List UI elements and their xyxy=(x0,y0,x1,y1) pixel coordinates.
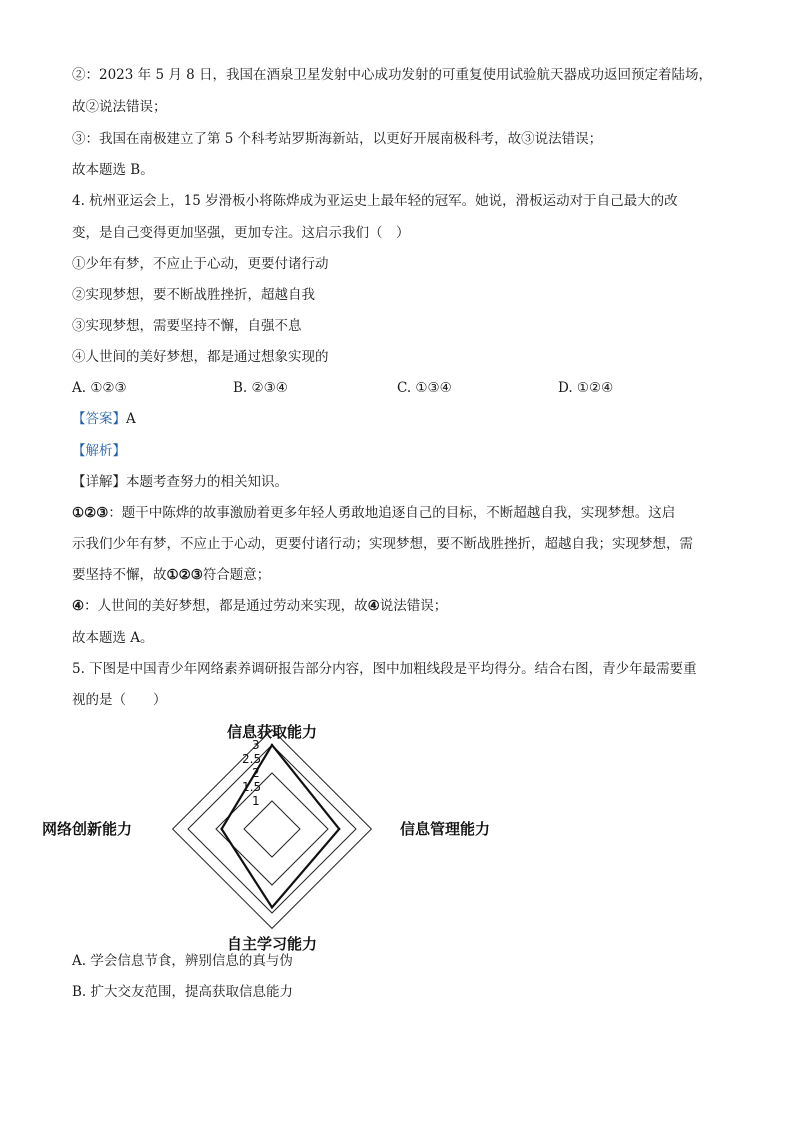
radar-ticks xyxy=(242,738,261,808)
option-a: A. ①②③ xyxy=(72,380,127,396)
statement-3: ③实现梦想，需要坚持不懈，自强不息 xyxy=(72,318,302,334)
radar-grid-ring xyxy=(188,745,356,913)
radar-series-line xyxy=(222,745,340,907)
radar-tick-label: 2 xyxy=(252,766,260,780)
question-4-stem: 4. 杭州亚运会上，15 岁滑板小将陈烨成为亚运史上最年轻的冠军。她说，滑板运动对于自己最大的改 xyxy=(72,193,678,209)
explanation-marker: ④ xyxy=(72,598,85,614)
explanation-marker: ④ xyxy=(367,598,380,614)
question-4-stem: 变，是自己变得更加坚强，更加专注。这启示我们（ ） xyxy=(72,225,410,241)
explanation-text: ：人世间的美好梦想，都是通过劳动来实现，故 xyxy=(84,598,368,614)
radar-axis-label: 自主学习能力 xyxy=(226,935,318,953)
option-d: D. ①②④ xyxy=(558,380,614,396)
detail-tag: 【详解】 xyxy=(72,474,126,490)
question-5-stem: 5. 下图是中国青少年网络素养调研报告部分内容，图中加粗线段是平均得分。结合右图，青少年最需要重 xyxy=(72,661,697,677)
explanation-text: 说法错误； xyxy=(379,598,448,614)
radar-tick-label: 1.5 xyxy=(242,780,262,794)
explanation-text: ：题干中陈烨的故事激励着更多年轻人勇敢地追逐自己的目标，不断超越自我，实现梦想。这启 xyxy=(108,505,676,521)
question-5-stem: 视的是（ ） xyxy=(72,692,167,708)
radar-grid-ring xyxy=(173,730,372,929)
radar-axis-label: 网络创新能力 xyxy=(41,820,132,838)
radar-series xyxy=(220,744,340,909)
explanation-line xyxy=(72,503,675,523)
text-line: 故②说法错误； xyxy=(72,99,167,115)
text-line: ③：我国在南极建立了第 5 个科考站罗斯海新站，以更好开展南极科考，故③说法错误； xyxy=(72,131,603,147)
detail-line xyxy=(72,472,288,492)
explanation-marker: ①②③ xyxy=(72,505,109,521)
radar-tick-label: 2.5 xyxy=(242,752,262,766)
explanation-line xyxy=(72,596,447,616)
radar-labels xyxy=(42,723,490,953)
explanation-marker: ①②③ xyxy=(166,567,203,583)
answer-tag: 【答案】 xyxy=(72,411,126,427)
radar-grid xyxy=(173,730,372,929)
radar-grid-ring xyxy=(244,801,300,857)
answer-value: A xyxy=(126,411,136,427)
radar-axis-label: 信息管理能力 xyxy=(400,820,491,838)
radar-series-point xyxy=(271,906,273,908)
radar-series-point xyxy=(338,828,340,830)
option-c: C. ①③④ xyxy=(397,380,452,396)
analysis-tag: 【解析】 xyxy=(72,443,126,459)
option-b: B. ②③④ xyxy=(233,380,288,396)
explanation-text: 要坚持不懈，故 xyxy=(72,567,167,583)
statement-2: ②实现梦想，要不断战胜挫折，超越自我 xyxy=(72,287,315,303)
radar-grid-ring xyxy=(216,773,328,885)
radar-chart xyxy=(41,715,491,953)
statement-4: ④人世间的美好梦想，都是通过想象实现的 xyxy=(72,349,329,365)
radar-axis-label: 信息获取能力 xyxy=(226,723,318,741)
explanation-line: 示我们少年有梦，不应止于心动，更要付诸行动；实现梦想，要不断战胜挫折，超越自我；实现梦想，需 xyxy=(72,536,693,552)
explanation-text: 符合题意； xyxy=(202,567,271,583)
radar-series-point xyxy=(271,744,273,746)
explanation-line xyxy=(72,565,270,585)
detail-text: 本题考查努力的相关知识。 xyxy=(126,474,288,490)
statement-1: ①少年有梦，不应止于心动，更要付诸行动 xyxy=(72,256,329,272)
radar-series-point xyxy=(220,828,222,830)
answer-line xyxy=(72,409,136,429)
explanation-line: 故本题选 A。 xyxy=(72,630,154,646)
text-line: 故本题选 B。 xyxy=(72,162,154,178)
text-line: ②：2023 年 5 月 8 日，我国在酒泉卫星发射中心成功发射的可重复使用试验航天器成功返回预定着陆场， xyxy=(72,67,712,83)
option-b: B. 扩大交友范围，提高获取信息能力 xyxy=(72,984,294,1000)
radar-tick-label: 3 xyxy=(252,738,260,752)
radar-tick-label: 1 xyxy=(252,794,260,808)
option-a: A. 学会信息节食，辨别信息的真与伪 xyxy=(72,953,293,969)
